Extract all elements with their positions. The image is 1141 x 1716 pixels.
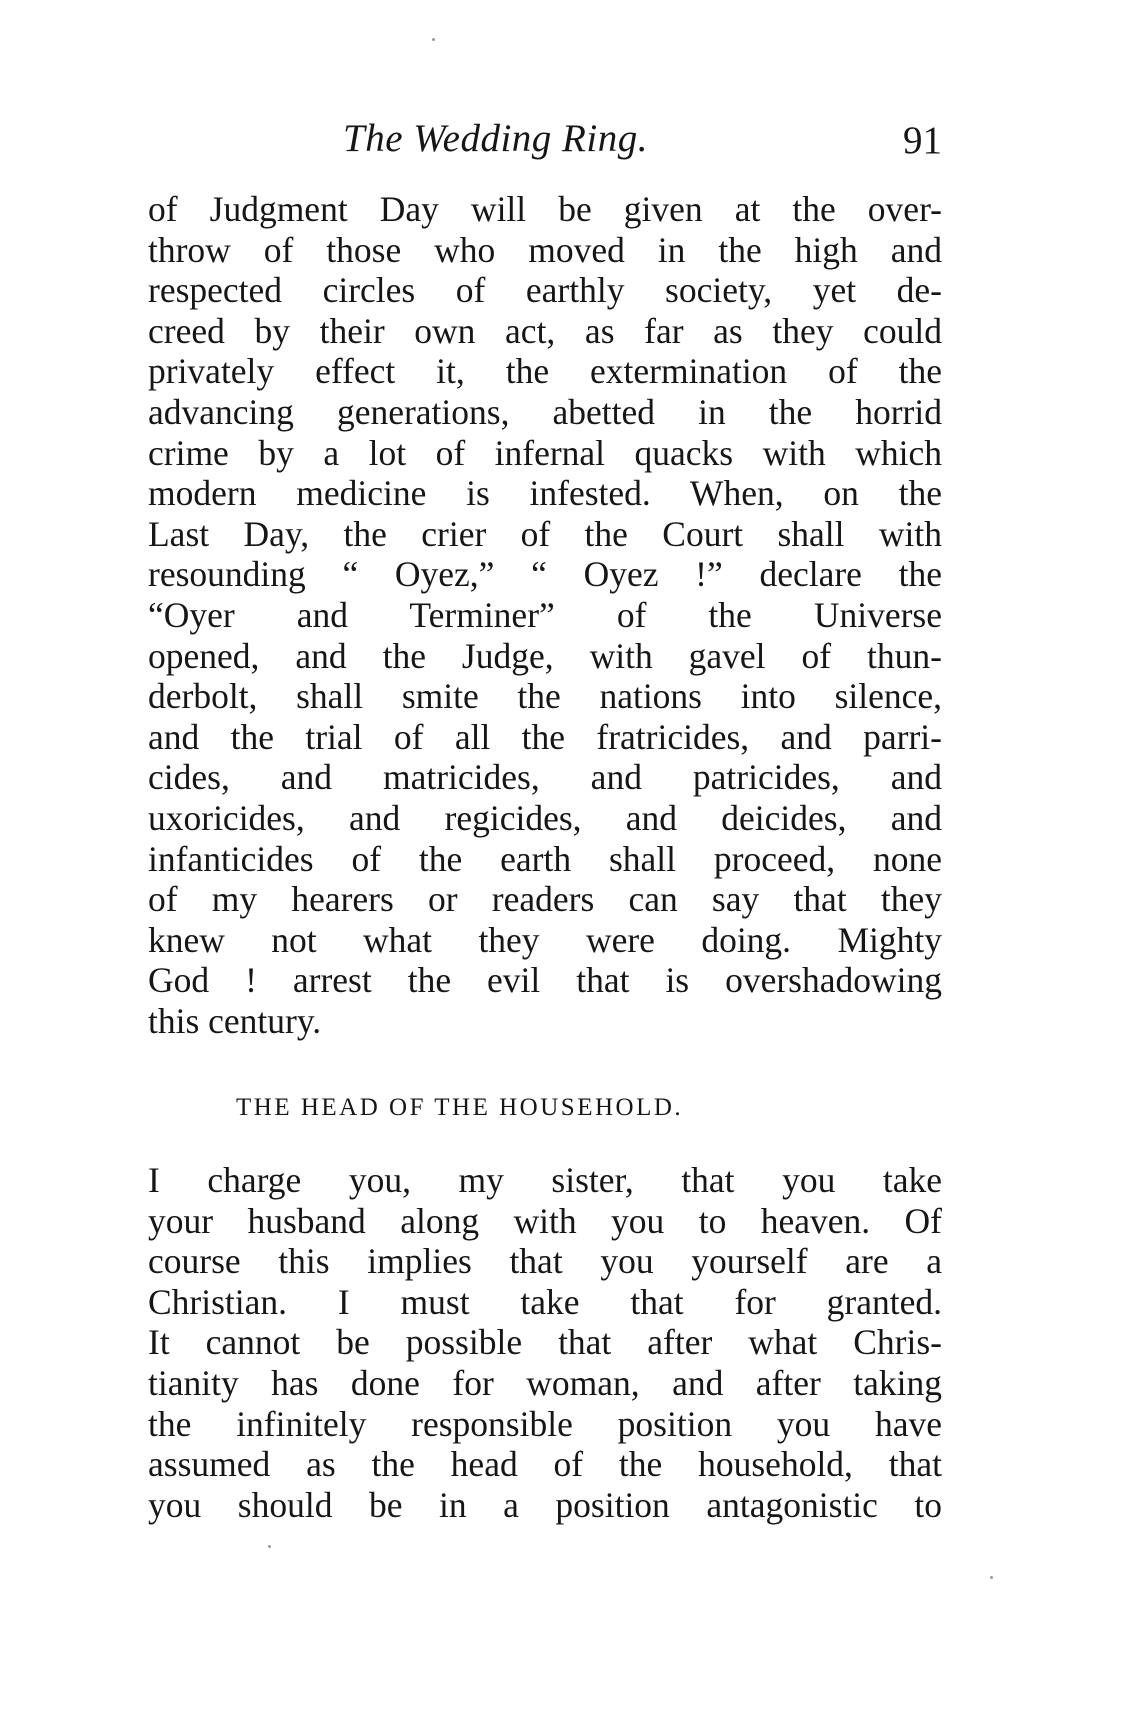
text-line: tianity has done for woman, and after taking	[148, 1362, 942, 1403]
text-line: It cannot be possible that after what Chris-	[148, 1322, 942, 1363]
text-line: I charge you, my sister, that you take	[148, 1160, 942, 1200]
text-line: you should be in a position antagonistic to	[148, 1484, 942, 1525]
paragraph-continued	[148, 189, 942, 1041]
text-line: uxoricides, and regicides, and deicides, and	[148, 797, 942, 838]
text-line: God ! arrest the evil that is overshadowing	[148, 960, 942, 1001]
text-line: course this implies that you yourself are a	[148, 1241, 942, 1282]
text-line: advancing generations, abetted in the horrid	[148, 391, 942, 432]
paragraph	[148, 1160, 942, 1525]
text-line: crime by a lot of infernal quacks with which	[148, 432, 942, 473]
text-line: “Oyer and Terminer” of the Universe	[148, 594, 942, 635]
text-line: modern medicine is infested. When, on the	[148, 473, 942, 514]
text-line: infanticides of the earth shall proceed, none	[148, 838, 942, 879]
text-line: this century.	[148, 1000, 322, 1041]
text-line: and the trial of all the fratricides, and parri-	[148, 716, 942, 757]
text-line: creed by their own act, as far as they could	[148, 310, 942, 351]
running-title: The Wedding Ring.	[343, 117, 648, 160]
text-line: assumed as the head of the household, that	[148, 1444, 942, 1485]
text-line: throw of those who moved in the high and	[148, 229, 942, 270]
running-head	[148, 116, 942, 172]
paper-speck	[432, 38, 435, 41]
paper-speck	[990, 1576, 993, 1579]
text-line: respected circles of earthly society, yet de-	[148, 270, 942, 311]
section-heading: THE HEAD OF THE HOUSEHOLD.	[236, 1094, 684, 1121]
page-number: 91	[903, 119, 942, 162]
text-line: of my hearers or readers can say that they	[148, 879, 942, 920]
text-line: Christian. I must take that for granted.	[148, 1281, 942, 1322]
text-line: Last Day, the crier of the Court shall with	[148, 513, 942, 554]
paper-speck	[268, 1545, 271, 1548]
text-line: privately effect it, the extermination of the	[148, 351, 942, 392]
text-line: resounding “ Oyez,” “ Oyez !” declare the	[148, 554, 942, 595]
text-line: derbolt, shall smite the nations into silence,	[148, 676, 942, 717]
text-line: the infinitely responsible position you have	[148, 1403, 942, 1444]
text-line: cides, and matricides, and patricides, and	[148, 757, 942, 798]
text-line: opened, and the Judge, with gavel of thun-	[148, 635, 942, 676]
text-line: your husband along with you to heaven. Of	[148, 1200, 942, 1241]
text-line: knew not what they were doing. Mighty	[148, 919, 942, 960]
text-line: of Judgment Day will be given at the over-	[148, 189, 942, 229]
